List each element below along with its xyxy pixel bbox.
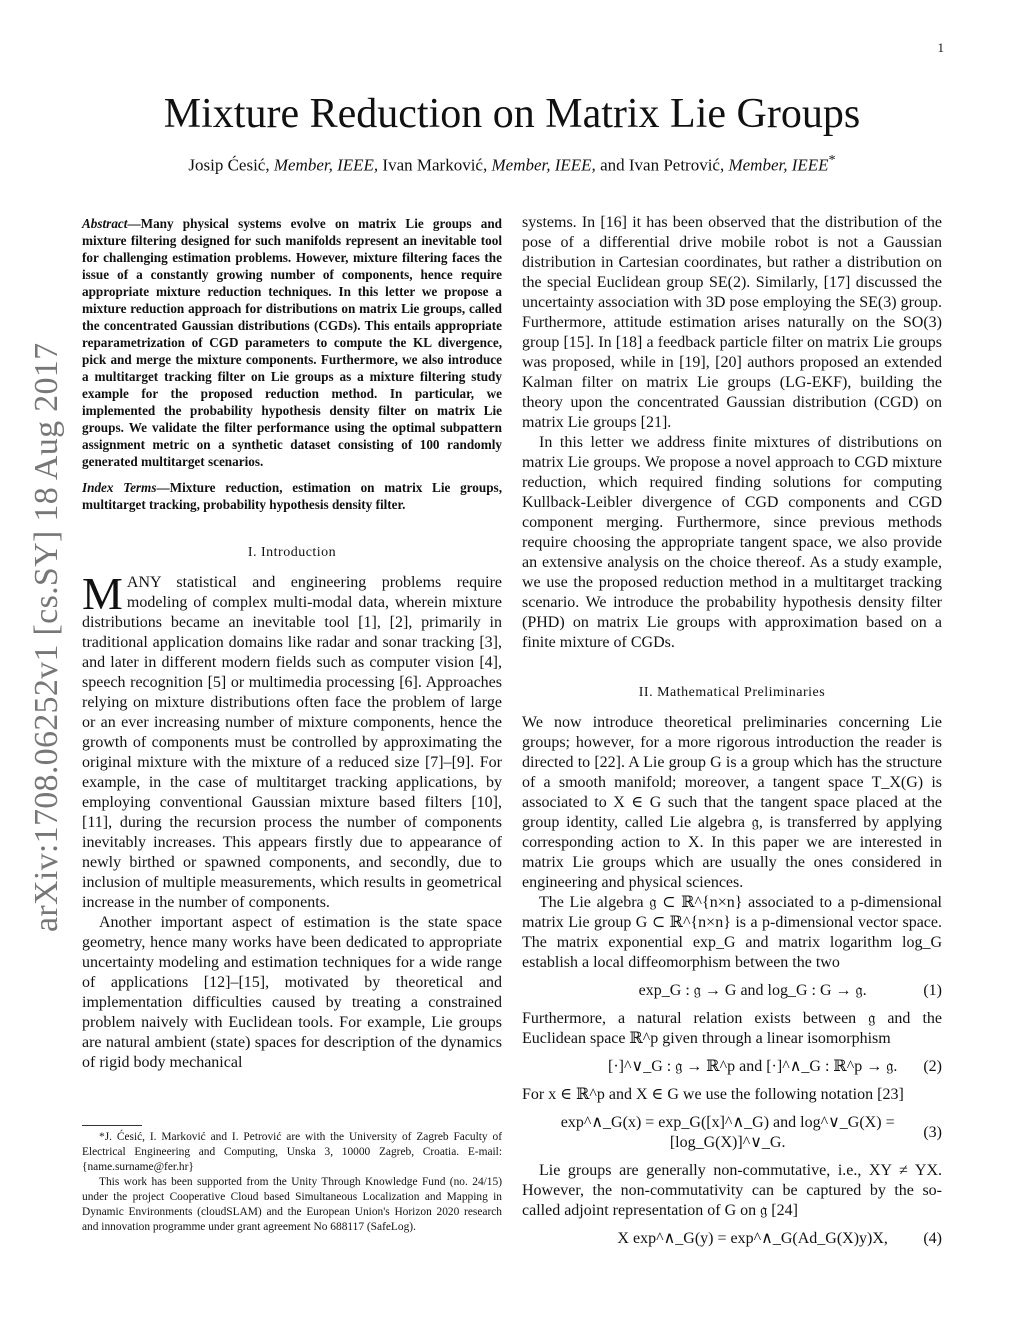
right-column: [522, 213, 942, 1257]
footnotes: [82, 1130, 502, 1235]
left-column: [82, 215, 502, 1073]
prelim-paragraph-2: The Lie algebra 𝔤 ⊂ ℝ^{n×n} associated to a p-dimensional matrix Lie group G ⊂ ℝ^{n×n} is a p-dimensional vector space. The matrix exponential exp_G and matrix logarithm log_G establish a local diffeomorphism between the two: [522, 894, 942, 971]
equation-2-body: [·]^∨_G : 𝔤 → ℝ^p and [·]^∧_G : ℝ^p → 𝔤.: [607, 1058, 898, 1075]
index-terms: [82, 479, 502, 513]
equation-1-number: (1): [923, 982, 942, 999]
intro-paragraph-1: [82, 568, 502, 913]
intro-paragraph-1-text: ANY statistical and engineering problems require modeling of complex multi-modal data, wherein mixture distributions became an inevitable tool [1], [2], primarily in traditional application domains like radar and sonar tracking [3], and later in different modern fields such as computer vision [4], speech recognition [5] or multimedia processing [6]. Approaches relying on mixture distributions often face the problem of large or an ever increasing number of mixture components, hence the growth of components must be controlled by approximating the original mixture with the mixture of a reduced size [7]–[9]. For example, in the case of multitarget tracking applications, by employing conventional Gaussian mixture based filters [10], [11], during the recursion process the number of components inevitably increases. This appears firstly due to appearance of newly birthed or spawned components, and secondly, due to inclusion of multiple measurements, which results in geometrical increase in the number of components.: [82, 574, 502, 911]
footnote-funding: This work has been supported from the Unity Through Knowledge Fund (no. 24/15) under the project Cooperative Cloud based Simultaneous Localization and Mapping in Dynamic Environments (cloudSLAM) and the European Union's Horizon 2020 research and innovation programme under grant agreement No 688117 (SafeLog).: [82, 1176, 502, 1233]
footnote-affiliation: *J. Ćesić, I. Marković and I. Petrović are with the University of Zagreb Faculty of Electrical Engineering and Computing, Unska 3, 10000 Zagreb, Croatia. E-mail: {name.surname@fer.hr}: [82, 1131, 502, 1173]
index-terms-text: —Mixture reduction, estimation on matrix Lie groups, multitarget tracking, probability hypothesis density filter.: [82, 480, 502, 512]
author-2-role: Member, IEEE,: [491, 155, 596, 175]
author-line: [0, 152, 1024, 176]
author-1-role: Member, IEEE,: [273, 155, 379, 175]
section-heading-preliminaries: II. Mathematical Preliminaries: [638, 685, 826, 700]
author-2: Ivan Marković,: [382, 155, 488, 175]
author-footnote-mark: *: [828, 152, 836, 168]
equation-2-number: (2): [923, 1058, 942, 1075]
abstract-label: Abstract: [82, 216, 128, 231]
prelim-paragraph-3: Furthermore, a natural relation exists between 𝔤 and the Euclidean space ℝ^p given through a linear isomorphism: [522, 1010, 942, 1047]
prelim-paragraph-1: We now introduce theoretical preliminaries concerning Lie groups; however, for a more rigorous introduction the reader is directed to [22]. A Lie group G is a group which has the structure of a smooth manifold; moreover, a tangent space T_X(G) is associated to X ∈ G such that the tangent space placed at the group identity, called Lie algebra 𝔤, is transferred by applying corresponding action to X. In this paper we are interested in matrix Lie groups which are usually the ones considered in engineering and physical sciences.: [522, 714, 942, 891]
abstract: [82, 215, 502, 470]
prelim-paragraph-4: For x ∈ ℝ^p and X ∈ G we use the following notation [23]: [522, 1086, 904, 1103]
intro-paragraph-4: In this letter we address finite mixtures of distributions on matrix Lie groups. We propose a novel approach to CGD mixture reduction, which required finding solutions for computing Kullback-Leibler divergence of CGD components and CGD component merging. Furthermore, since previous methods require choosing the appropriate tangent space, we also provide an extensive analysis on the choice thereof. As a study example, we use the proposed reduction method in a multitarget tracking scenario. We introduce the probability hypothesis density filter (PHD) on matrix Lie groups with approximation based on a finite mixture of CGDs.: [522, 434, 942, 651]
equation-1-body: exp_G : 𝔤 → G and log_G : G → 𝔤.: [638, 982, 867, 999]
index-terms-label: Index Terms: [82, 480, 157, 495]
author-1: Josip Ćesić,: [188, 155, 270, 175]
equation-4-number: (4): [923, 1230, 942, 1247]
intro-paragraph-2: Another important aspect of estimation is the state space geometry, hence many works have been dedicated to appropriate uncertainty modeling and estimation techniques for a wide range of applications [12]–[15], motivated by theoretical and implementation difficulties caused by treating a constrained problem naively with Euclidean tools. For example, Lie groups are natural ambient (state) spaces for description of the dynamics of rigid body mechanical: [82, 914, 502, 1071]
arxiv-stamp: arXiv:1708.06252v1 [cs.SY] 18 Aug 2017: [28, 342, 65, 932]
footnote-rule: [82, 1125, 142, 1126]
drop-cap: M: [82, 568, 123, 619]
prelim-paragraph-5: Lie groups are generally non-commutative, i.e., XY ≠ YX. However, the non-commutativity can be captured by the so-called adjoint representation of G on 𝔤 [24]: [522, 1162, 942, 1219]
author-3-role: Member, IEEE: [728, 155, 829, 175]
equation-3-body: exp^∧_G(x) = exp_G([x]^∧_G) and log^∨_G(X) = [log_G(X)]^∨_G.: [560, 1114, 895, 1151]
abstract-text: —Many physical systems evolve on matrix Lie groups and mixture filtering designed for such manifolds represent an inevitable tool for challenging estimation problems. However, mixture filtering faces the issue of a constantly growing number of components, hence require appropriate mixture reduction techniques. In this letter we propose a mixture reduction approach for distributions on matrix Lie groups, called the concentrated Gaussian distributions (CGDs). This entails appropriate reparametrization of CGD parameters to compute the KL divergence, pick and merge the mixture components. Furthermore, we also introduce a multitarget tracking filter on Lie groups as a mixture filtering study example for the proposed reduction method. In particular, we implemented the probability hypothesis density filter on matrix Lie groups. We validate the filter performance using the optimal subpattern assignment metric on a synthetic dataset consisting of 100 randomly generated multitarget scenarios.: [82, 216, 502, 469]
equation-4-body: X exp^∧_G(y) = exp^∧_G(Ad_G(X)y)X,: [617, 1230, 888, 1247]
equation-4: [522, 1229, 942, 1249]
author-3: and Ivan Petrović,: [600, 155, 725, 175]
equation-2: [522, 1057, 942, 1077]
page-number: 1: [937, 40, 944, 55]
equation-3-number: (3): [923, 1124, 942, 1141]
paper-title: Mixture Reduction on Matrix Lie Groups: [163, 91, 861, 137]
equation-3: [522, 1113, 942, 1153]
section-heading-introduction: I. Introduction: [247, 545, 337, 560]
intro-paragraph-3: systems. In [16] it has been observed that the distribution of the pose of a differential drive mobile robot is not a Gaussian distribution in Cartesian coordinates, but rather a distribution on the special Euclidean group SE(2). Similarly, [17] discussed the uncertainty association with 3D pose employing the SE(3) group. Furthermore, attitude estimation arises naturally on the SO(3) group [15]. In [18] a feedback particle filter on matrix Lie groups was proposed, while in [19], [20] authors proposed an extended Kalman filter on matrix Lie groups (LG-EKF), building the theory upon the concentrated Gaussian distribution (CGD) on matrix Lie groups [21].: [522, 214, 942, 431]
equation-1: [522, 981, 942, 1001]
